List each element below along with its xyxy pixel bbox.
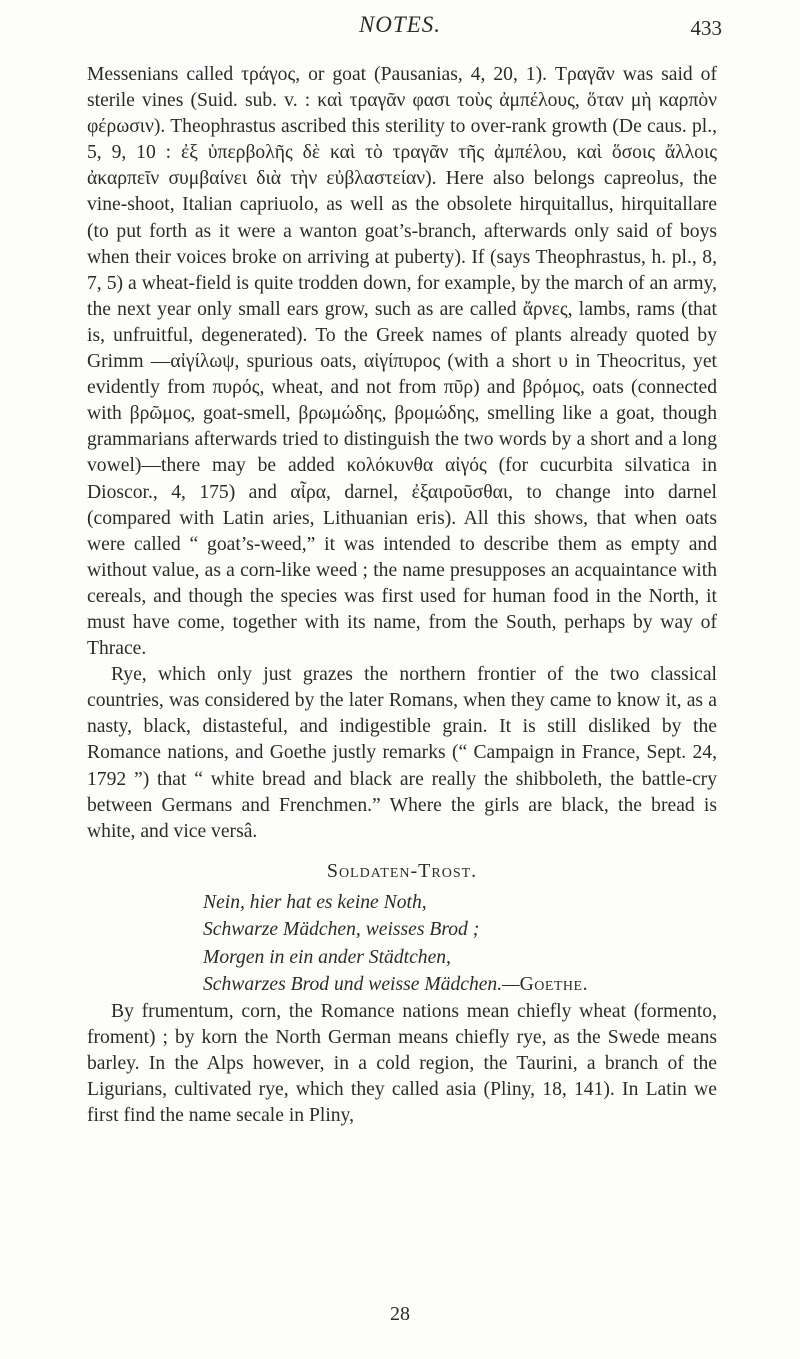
poem-title: Soldaten-Trost. xyxy=(326,859,478,882)
poem-line: Morgen in ein ander Städtchen, xyxy=(203,946,451,968)
poem-line: Schwarze Mädchen, weisses Brod ; xyxy=(203,919,480,941)
poem-line-text: Schwarzes Brod und weisse Mädchen.— xyxy=(203,974,520,996)
poem-line-last xyxy=(203,971,717,999)
body-text xyxy=(87,62,717,1129)
poem-attribution: Goethe. xyxy=(519,974,588,996)
poem-line: Nein, hier hat es keine Noth, xyxy=(203,891,427,913)
paragraph-frumentum: By frumentum, corn, the Romance nations mean chiefly wheat (formento, froment) ; by korn the North German means chiefly rye, as the Swede means barley. In the Alps however, in a cold region, the Taurini, a branch of the Ligurians, cultivated rye, which they called asia (Pliny, 18, 141). In Latin we first find the name secale in Pliny, xyxy=(87,1000,717,1127)
paragraph-rye: Rye, which only just grazes the northern frontier of the two classical countries, was considered by the later Romans, when they came to know it, as a nasty, black, distasteful, and indigestible grain. It is still disliked by the Romance nations, and Goethe justly remarks (“ Campaign in France, Sept. 24, 1792 ”) that “ white bread and black are really the shibboleth, the battle-cry between Germans and Frenchmen.” Where the girls are black, the bread is white, and vice versâ. xyxy=(87,664,717,842)
poem xyxy=(203,889,717,999)
page-number: 433 xyxy=(690,16,722,40)
running-title: NOTES. xyxy=(358,12,442,37)
paragraph-goat-names: Messenians called τράγος, or goat (Pausanias, 4, 20, 1). Τραγᾶν was said of sterile vines (Suid. sub. v. : καὶ τραγᾶν φασι τοὺς ἀμπέλους, ὅταν μὴ καρπὸν φέρωσιν). Theophrastus ascribed this sterility to over-rank growth (De caus. pl., 5, 9, 10 : ἐξ ὑπερβολῆς δὲ καὶ τὸ τραγᾶν τῆς ἀμπέλου, καὶ ὅσοις ἄλλοις ἀκαρπεῖν συμβαίνει διὰ τὴν εὐβλαστείαν). Here also belongs capreolus, the vine-shoot, Italian capriuolo, as well as the obsolete hirquitallus, hirquitallare (to put forth as it were a wanton goat’s-branch, afterwards only said of boys when their voices broke on arriving at puberty). If (says Theophrastus, h. pl., 8, 7, 5) a wheat-field is quite trodden down, for example, by the march of an army, the next year only small ears grow, such as are called ἄρνες, lambs, rams (that is, unfruitful, degenerated). To the Greek names of plants already quoted by Grimm —αἰγίλωψ, spurious oats, αἰγίπυρος (with a short υ in Theocritus, yet evidently from πυρός, wheat, and not from πῦρ) and βρόμος, oats (connected with βρῶμος, goat-smell, βρωμώδης, βρομώδης, smelling like a goat, though grammarians afterwards tried to distinguish the two words by a short and a long vowel)—there may be added κολόκυνθα αἰγός (for cucurbita silvatica in Dioscor., 4, 175) and αἶρα, darnel, ἐξαιροῦσθαι, to change into darnel (compared with Latin aries, Lithuanian eris). All this shows, that when oats were called “ goat’s-weed,” it was intended to describe them as empty and without value, as a corn-like weed ; the name presupposes an acquaintance with cereals, and though the species was first used for human food in the North, it must have come, together with its name, from the South, perhaps by way of Thrace. xyxy=(87,64,717,660)
signature-mark: 28 xyxy=(390,1303,410,1325)
running-header xyxy=(0,12,800,48)
